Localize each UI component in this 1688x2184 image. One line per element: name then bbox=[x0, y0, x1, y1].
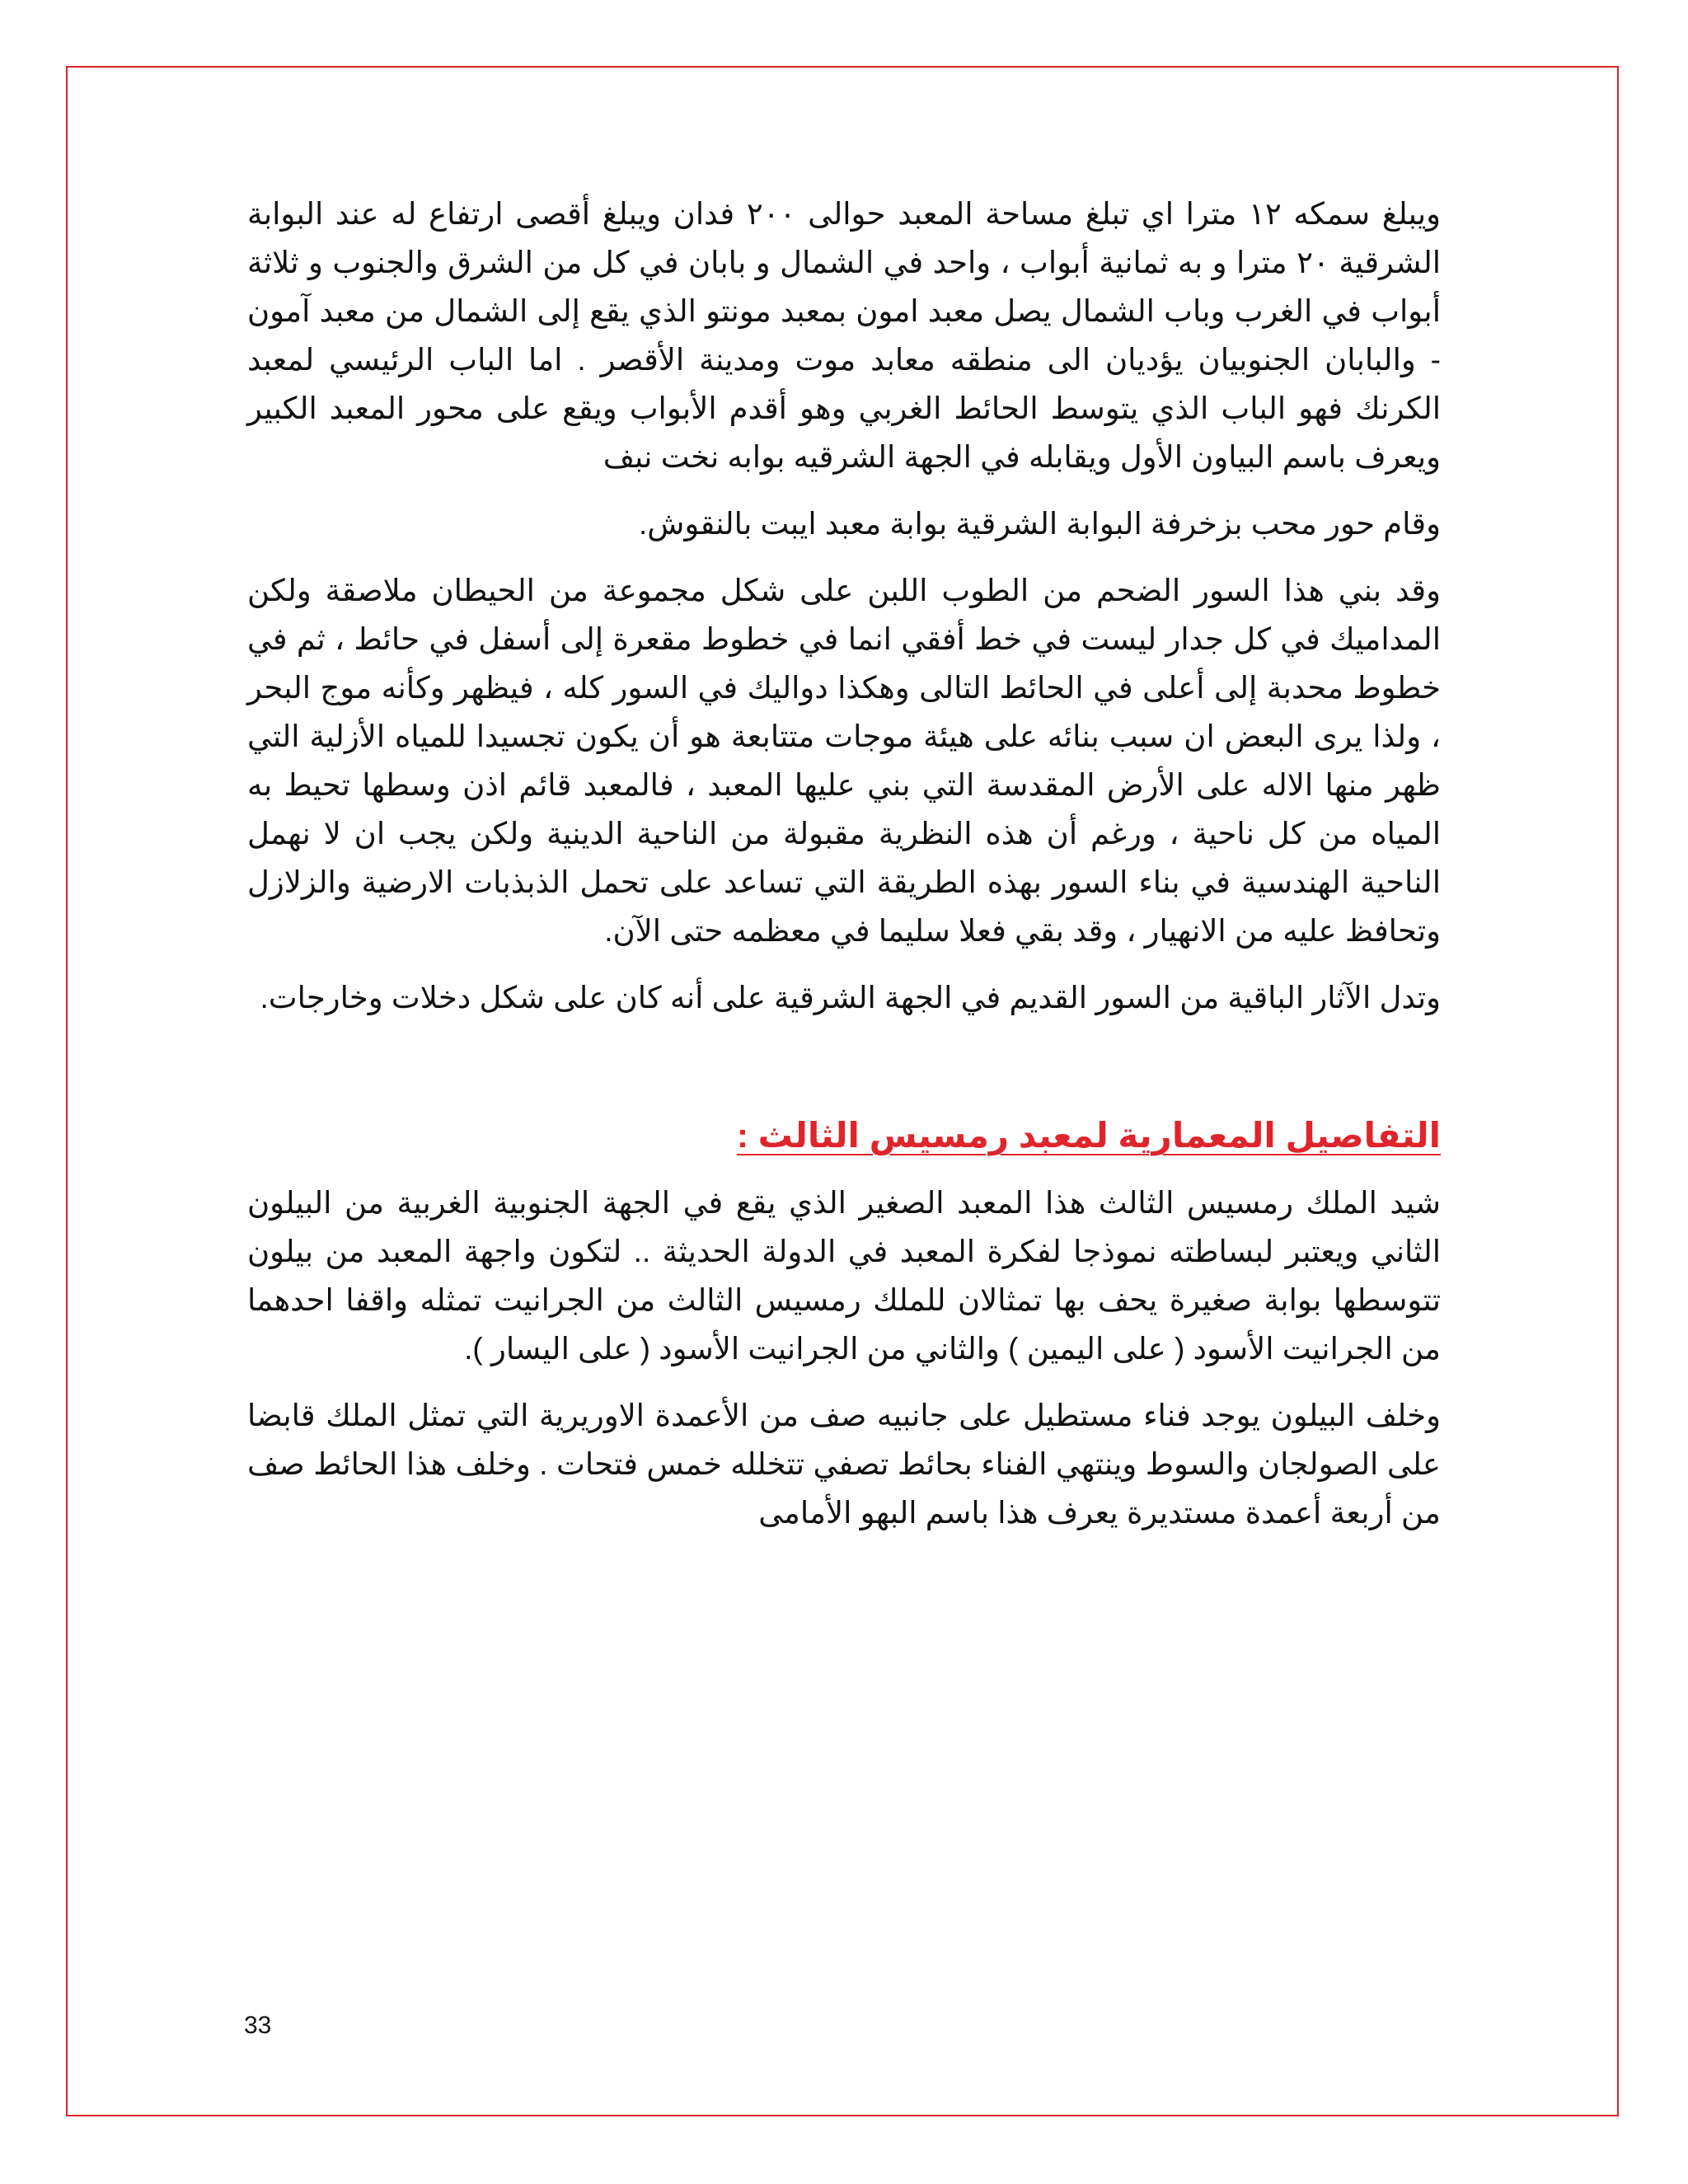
section-heading: التفاصيل المعمارية لمعبد رمسيس الثالث : bbox=[736, 1116, 1441, 1155]
paragraph-ramesses-temple: شيد الملك رمسيس الثالث هذا المعبد الصغير الذي يقع في الجهة الجنوبية الغربية من البيلون الثاني ويعتبر لبساطته نموذجا لفكرة المعبد في الدولة الحديثة .. لتكون واجهة المعبد من بيلون تتوسطها بوابة صغيرة يحف بها تمثالان للملك رمسيس الثالث من الجرانيت تمثله واقفا احدهما من الجرانيت الأسود ( على اليمين ) والثاني من الجرانيت الأسود ( على اليسار ). bbox=[247, 1186, 1441, 1366]
paragraph-wall-dimensions: ويبلغ سمكه ١٢ مترا اي تبلغ مساحة المعبد حوالى ٢٠٠ فدان ويبلغ أقصى ارتفاع له عند البوابة الشرقية ٢٠ مترا و به ثمانية أبواب ، واحد في الشمال و بابان في كل من الشرق والجنوب و ثلاثة أبواب في الغرب وباب الشمال يصل معبد امون بمعبد مونتو الذي يقع إلى الشمال من معبد آمون - والبابان الجنوبيان يؤديان الى منطقه معابد موت ومدينة الأقصر . اما الباب الرئيسي لمعبد الكرنك فهو الباب الذي يتوسط الحائط الغربي وهو أقدم الأبواب ويقع على محور المعبد الكبير ويعرف باسم البياون الأول ويقابله في الجهة الشرقيه بوابه نخت نبف bbox=[247, 197, 1441, 474]
document-body bbox=[247, 190, 1441, 1555]
paragraph-wave-wall: وقد بني هذا السور الضحم من الطوب اللبن على شكل مجموعة من الحيطان ملاصقة ولكن المداميك في كل جدار ليست في خط أفقي انما في خطوط مقعرة إلى أسفل في حائط ، ثم في خطوط محدبة إلى أعلى في الحائط التالى وهكذا دواليك في السور كله ، فيظهر وكأنه موج البحر ، ولذا يرى البعض ان سبب بنائه على هيئة موجات متتابعة هو أن يكون تجسيدا للمياه الأزلية التي ظهر منها الاله على الأرض المقدسة التي بني عليها المعبد ، فالمعبد قائم اذن وسطها تحيط به المياه من كل ناحية ، ورغم أن هذه النظرية مقبولة من الناحية الدينية ولكن يجب ان لا نهمل الناحية الهندسية في بناء السور بهذه الطريقة التي تساعد على تحمل الذبذبات الارضية والزلازل وتحافظ عليه من الانهيار ، وقد بقي فعلا سليما في معظمه حتى الآن. bbox=[247, 574, 1441, 948]
paragraph-courtyard: وخلف البيلون يوجد فناء مستطيل على جانبيه صف من الأعمدة الاوريرية التي تمثل الملك قابضا على الصولجان والسوط وينتهي الفناء بحائط تصفي تتخلله خمس فتحات . وخلف هذا الحائط صف من أربعة أعمدة مستديرة يعرف هذا باسم البهو الأمامى bbox=[247, 1399, 1441, 1530]
page-number: 33 bbox=[244, 2012, 272, 2039]
paragraph-remains: وتدل الآثار الباقية من السور القديم في الجهة الشرقية على أنه كان على شكل دخلات وخارجات. bbox=[260, 981, 1441, 1015]
paragraph-horemheb-decoration: وقام حور محب بزخرفة البوابة الشرقية بوابة معبد ايبت بالنقوش. bbox=[638, 507, 1441, 541]
